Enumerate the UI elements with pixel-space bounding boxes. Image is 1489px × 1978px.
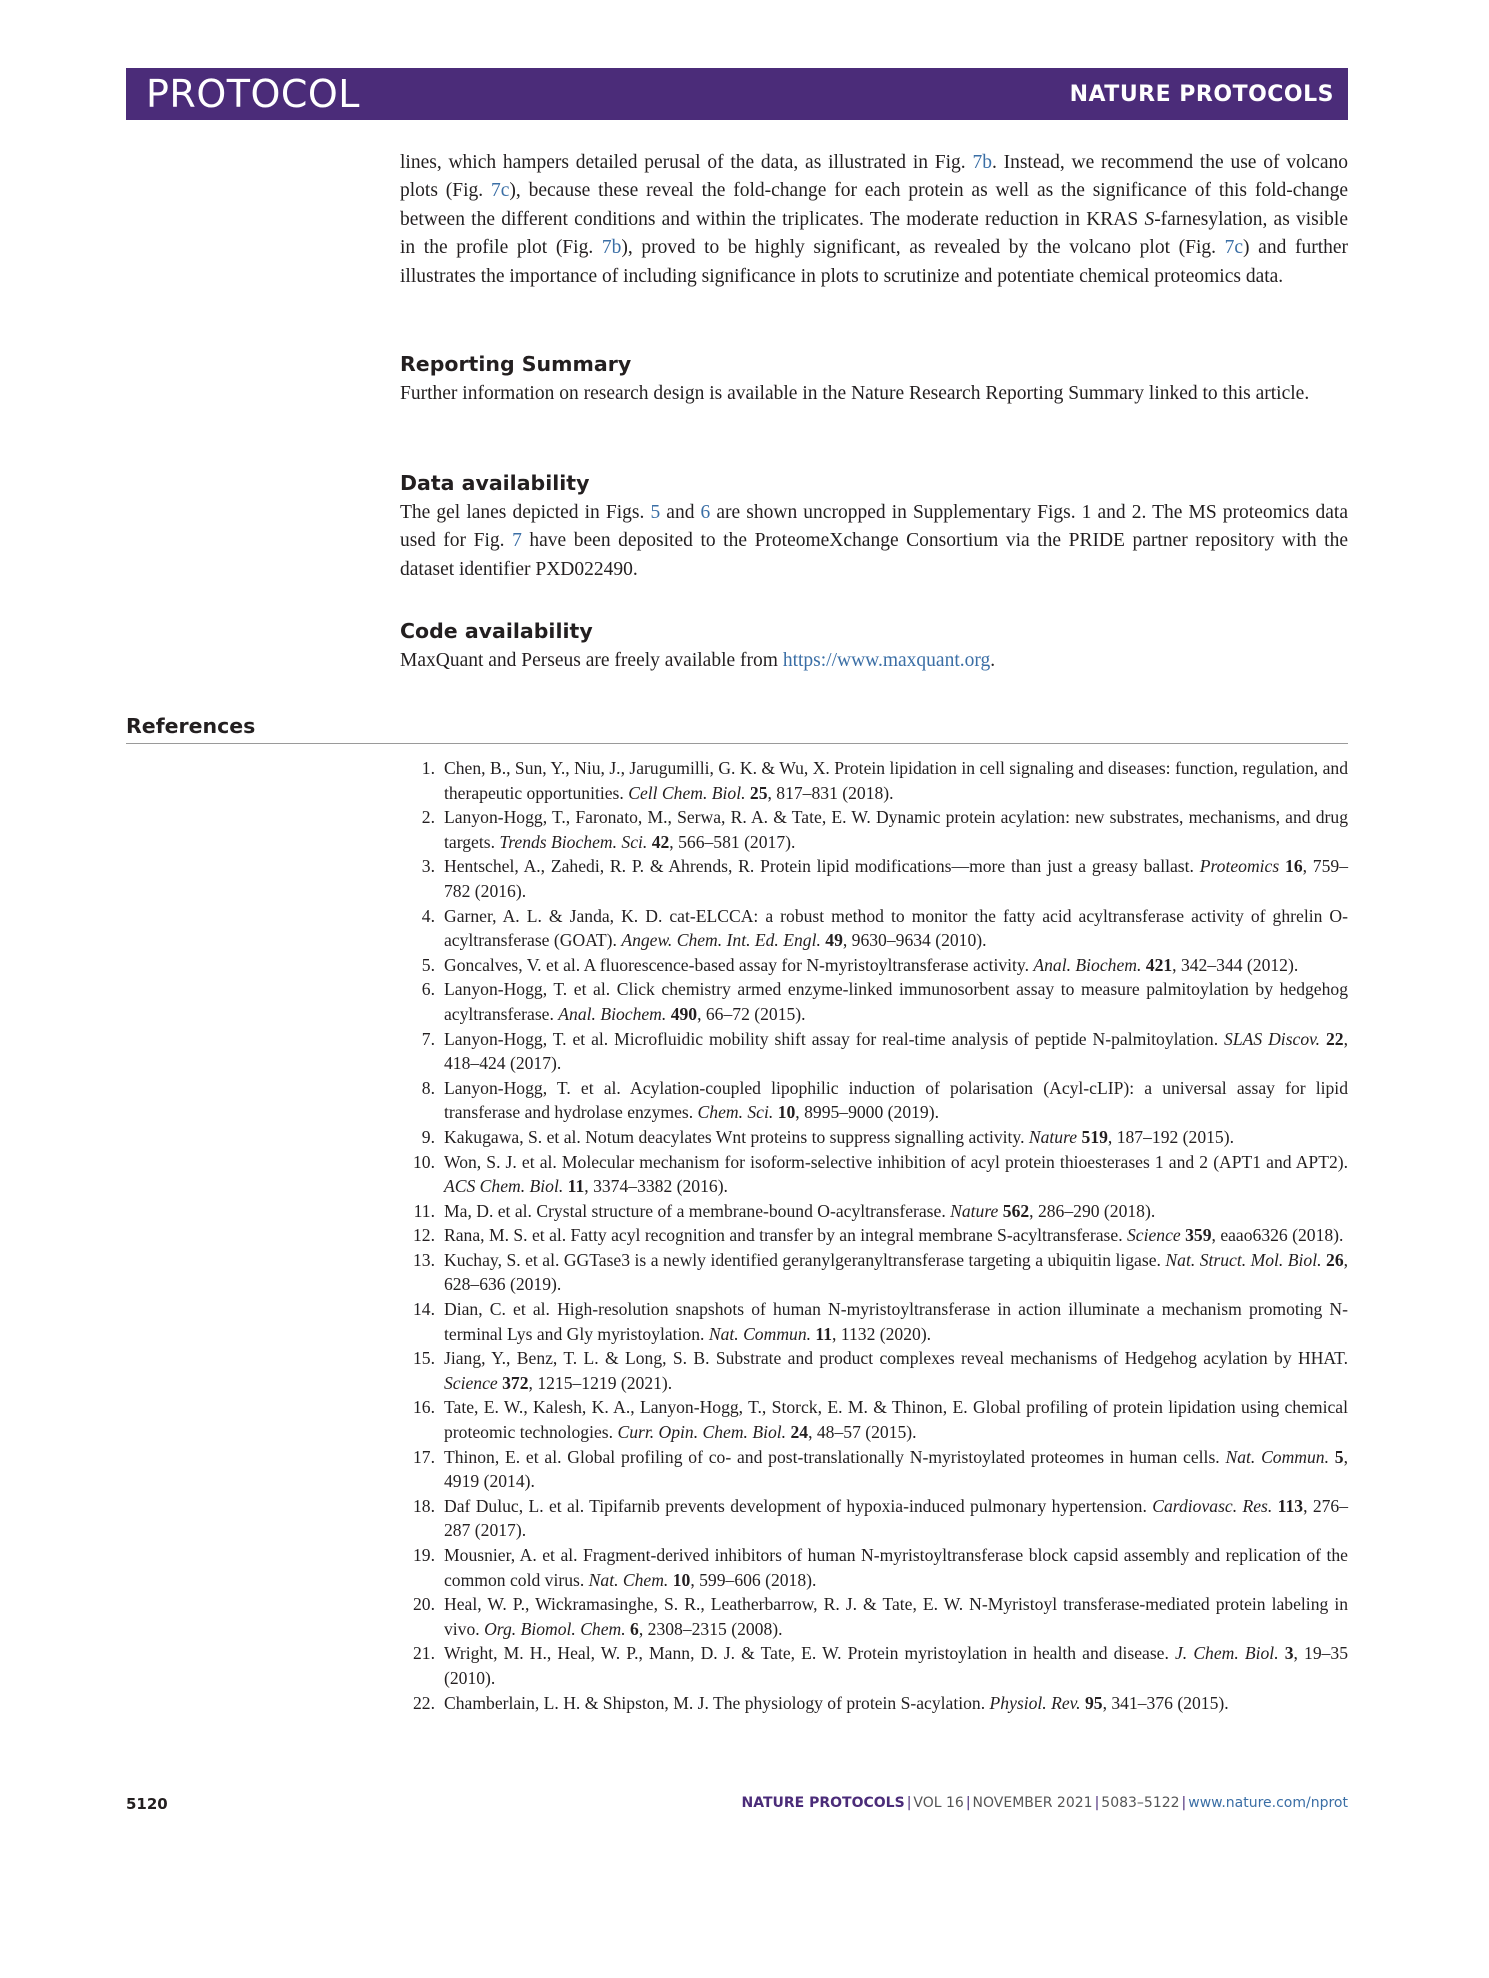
footer-volume: VOL 16 <box>913 1795 964 1811</box>
fig-link[interactable]: 7c <box>491 180 510 202</box>
reference-journal: Curr. Opin. Chem. Biol. <box>617 1422 787 1443</box>
reference-journal: Science <box>1127 1225 1181 1246</box>
reference-body: Lanyon-Hogg, T. et al. Acylation-coupled lipophilic induction of polarisation (Acyl-cLIP): a universal assay for lipid transferase and hydrolase enzymes. <box>444 1077 1348 1123</box>
reference-volume: 16 <box>1285 856 1303 877</box>
reference-item <box>400 1445 1348 1494</box>
reference-item <box>400 854 1348 903</box>
reference-pages-year: , 628–636 (2019). <box>444 1249 1349 1295</box>
reference-journal: SLAS Discov. <box>1224 1028 1321 1049</box>
reference-item <box>400 1076 1348 1125</box>
reference-pages-year: , 341–376 (2015). <box>1102 1692 1229 1713</box>
data-text: and <box>660 502 701 523</box>
reference-body: Ma, D. et al. Crystal structure of a membrane-bound O-acyltransferase. <box>444 1200 951 1221</box>
reference-journal: Nat. Struct. Mol. Biol. <box>1165 1249 1322 1270</box>
reference-journal: Trends Biochem. Sci. <box>499 831 648 852</box>
reference-body: Lanyon-Hogg, T. et al. Microfluidic mobility shift assay for real-time analysis of peptide N-palmitoylation. <box>444 1028 1225 1049</box>
reference-number: 1. <box>421 758 435 778</box>
reference-number: 2. <box>421 807 435 828</box>
maxquant-link[interactable]: https://www.maxquant.org <box>782 650 991 671</box>
reference-body: Won, S. J. et al. Molecular mechanism for isoform-selective inhibition of acyl protein thioesterases 1 and 2 (APT1 and APT2). <box>444 1151 1348 1172</box>
reference-journal: J. Chem. Biol. <box>1175 1643 1279 1664</box>
reference-volume: 10 <box>672 1569 691 1590</box>
reference-volume: 113 <box>1277 1495 1304 1516</box>
reference-number: 16. <box>413 1397 435 1418</box>
reference-pages-year: , 342–344 (2012). <box>1172 954 1299 975</box>
reference-text <box>444 1199 1348 1224</box>
reference-number: 3. <box>421 856 435 877</box>
reference-text <box>444 1076 1348 1125</box>
reference-text <box>444 977 1348 1026</box>
intro-text: ) and further illustrates the importance of including significance in plots to scrutinize and potentiate chemical proteomics data. <box>400 237 1349 287</box>
reference-volume: 25 <box>749 782 768 803</box>
reference-text <box>444 1494 1348 1543</box>
reference-journal: Org. Biomol. Chem. <box>484 1618 626 1639</box>
reference-item <box>400 1125 1348 1150</box>
reference-number: 7. <box>421 1028 435 1049</box>
reference-volume: 3 <box>1284 1643 1294 1664</box>
fig-link[interactable]: 5 <box>650 502 661 523</box>
reference-text <box>444 904 1348 953</box>
reference-body: Goncalves, V. et al. A fluorescence-based assay for N-myristoyltransferase activity. <box>444 954 1034 975</box>
reference-journal: Anal. Biochem. <box>1033 954 1142 975</box>
header-bar <box>126 68 1348 120</box>
intro-text: ), proved to be highly significant, as revealed by the volcano plot (Fig. <box>621 237 1225 259</box>
reference-text <box>444 1150 1348 1199</box>
reference-item <box>400 1641 1348 1690</box>
fig-link[interactable]: 7b <box>601 237 622 259</box>
reference-item <box>400 1691 1348 1716</box>
reference-body: Lanyon-Hogg, T., Faronato, M., Serwa, R. A. & Tate, E. W. Dynamic protein acylation: new substrates, mechanisms, and drug targets. <box>444 807 1348 852</box>
reference-item <box>400 977 1348 1026</box>
reference-number: 13. <box>413 1249 435 1270</box>
intro-paragraph <box>400 149 1348 291</box>
reference-volume: 5 <box>1334 1446 1344 1467</box>
reference-number: 14. <box>413 1299 435 1320</box>
reference-volume: 359 <box>1185 1225 1212 1246</box>
reference-text <box>444 1445 1348 1494</box>
reference-volume: 11 <box>567 1176 585 1197</box>
reference-text <box>444 1691 1348 1716</box>
reference-body: Rana, M. S. et al. Fatty acyl recognition and transfer by an integral membrane S-acyltransferase. <box>444 1225 1127 1246</box>
reference-body: Mousnier, A. et al. Fragment-derived inhibitors of human N-myristoyltransferase block capsid assembly and replication of the common cold virus. <box>444 1545 1348 1590</box>
reference-number: 8. <box>421 1077 435 1098</box>
reference-body: Lanyon-Hogg, T. et al. Click chemistry armed enzyme-linked immunosorbent assay to measure palmitoylation by hedgehog acyltransferase. <box>444 979 1348 1024</box>
footer-citation: NATURE PROTOCOLS | VOL 16 | NOVEMBER 2021 | 5083–5122 | www.nature.com/nprot <box>741 1795 1348 1811</box>
references-heading: References <box>126 714 256 738</box>
reference-text <box>444 1543 1348 1592</box>
reference-body: Dian, C. et al. High-resolution snapshots of human N-myristoyltransferase in action illuminate a mechanism promoting N-terminal Lys and Gly myristoylation. <box>444 1299 1348 1344</box>
references-divider <box>126 743 1348 744</box>
reference-item <box>400 1494 1348 1543</box>
reference-pages-year: , 286–290 (2018). <box>1029 1200 1156 1221</box>
reference-volume: 490 <box>670 1003 698 1024</box>
reference-number: 6. <box>421 979 435 1000</box>
reference-number: 11. <box>413 1200 435 1221</box>
reference-body: Tate, E. W., Kalesh, K. A., Lanyon-Hogg, T., Storck, E. M. & Thinon, E. Global profiling of protein lipidation using chemical proteomic technologies. <box>444 1397 1348 1443</box>
reference-text <box>444 1346 1348 1395</box>
reference-body: Wright, M. H., Heal, W. P., Mann, D. J. & Tate, E. W. Protein myristoylation in health and disease. <box>444 1643 1175 1664</box>
reference-pages-year: , 599–606 (2018). <box>690 1569 817 1590</box>
data-text: are shown uncropped in Supplementary Figs. 1 and 2. The MS proteomics data used for Fig. <box>400 502 1349 552</box>
reference-item <box>400 1543 1348 1592</box>
reporting-text: Further information on research design is available in the Nature Research Reporting Summary linked to this article. <box>400 383 1310 404</box>
reference-text <box>444 1297 1348 1346</box>
reference-journal: Cell Chem. Biol. <box>628 782 746 803</box>
reference-item <box>400 1223 1348 1248</box>
reference-volume: 95 <box>1084 1692 1103 1713</box>
code-text: MaxQuant and Perseus are freely available from <box>400 650 783 671</box>
reference-pages-year: , 1132 (2020). <box>832 1323 932 1344</box>
reference-journal: Chem. Sci. <box>697 1102 774 1123</box>
reference-item <box>400 1248 1348 1297</box>
reference-journal: ACS Chem. Biol. <box>444 1176 564 1197</box>
reference-pages-year: , 3374–3382 (2016). <box>584 1176 728 1197</box>
reference-number: 5. <box>421 954 435 975</box>
fig-link[interactable]: 7b <box>972 152 992 173</box>
reference-pages-year: , 1215–1219 (2021). <box>528 1372 673 1393</box>
reference-item <box>400 1395 1348 1444</box>
reference-item <box>400 1150 1348 1199</box>
reference-number: 19. <box>413 1545 435 1565</box>
code-availability-text <box>400 647 1348 675</box>
reference-pages-year: , 759–782 (2016). <box>444 856 1348 901</box>
reference-text <box>444 1248 1348 1297</box>
reference-journal: Science <box>444 1372 498 1393</box>
reference-pages-year: , 276–287 (2017). <box>444 1495 1349 1541</box>
reference-pages-year: , 19–35 (2010). <box>444 1643 1349 1688</box>
section-label: PROTOCOL <box>146 72 360 116</box>
reference-volume: 22 <box>1326 1028 1344 1049</box>
reporting-heading: Reporting Summary <box>400 352 632 376</box>
reference-number: 10. <box>413 1151 435 1172</box>
reference-item <box>400 1346 1348 1395</box>
reference-body: Chamberlain, L. H. & Shipston, M. J. The physiology of protein S-acylation. <box>444 1692 990 1713</box>
reference-pages-year: , 66–72 (2015). <box>697 1003 806 1024</box>
reference-text <box>444 1027 1348 1076</box>
reference-journal: Physiol. Rev. <box>989 1692 1081 1713</box>
reference-text <box>444 756 1348 805</box>
reference-volume: 49 <box>825 930 843 951</box>
reference-volume: 562 <box>1002 1200 1030 1221</box>
reference-item <box>400 1199 1348 1224</box>
reference-journal: Nat. Commun. <box>708 1323 812 1344</box>
reference-pages-year: , 4919 (2014). <box>444 1446 1348 1492</box>
reference-number: 12. <box>413 1225 435 1246</box>
footer-journal: NATURE PROTOCOLS <box>741 1795 905 1811</box>
data-availability-text <box>400 499 1348 584</box>
code-availability-heading: Code availability <box>400 619 593 643</box>
reference-body: Chen, B., Sun, Y., Niu, J., Jarugumilli, G. K. & Wu, X. Protein lipidation in cell signaling and diseases: function, regulation, and therapeutic opportunities. <box>444 758 1348 803</box>
reference-text <box>444 1641 1348 1690</box>
reference-text <box>444 1395 1348 1444</box>
reference-volume: 26 <box>1326 1249 1344 1270</box>
reference-text <box>444 1223 1348 1248</box>
code-text: . <box>990 650 996 671</box>
intro-italic: S <box>1144 208 1155 230</box>
reference-pages-year: , eaao6326 (2018). <box>1211 1225 1344 1246</box>
reference-pages-year: , 9630–9634 (2010). <box>842 930 987 951</box>
reference-item <box>400 953 1348 978</box>
reference-item <box>400 1592 1348 1641</box>
reference-pages-year: , 418–424 (2017). <box>444 1028 1348 1074</box>
reference-pages-year: , 566–581 (2017). <box>669 831 796 852</box>
reference-journal: Nature <box>950 1200 999 1221</box>
reference-number: 9. <box>421 1126 435 1147</box>
reference-body: Heal, W. P., Wickramasinghe, S. R., Leatherbarrow, R. J. & Tate, E. W. N-Myristoyl transferase-mediated protein labeling in vivo. <box>444 1594 1348 1639</box>
fig-link[interactable]: 7 <box>512 530 522 552</box>
reference-body: Kuchay, S. et al. GGTase3 is a newly identified geranylgeranyltransferase targeting a ubiquitin ligase. <box>444 1249 1166 1270</box>
reference-item <box>400 805 1348 854</box>
footer-url-link[interactable]: www.nature.com/nprot <box>1188 1795 1348 1811</box>
reference-text <box>444 854 1348 903</box>
reference-number: 18. <box>413 1495 435 1516</box>
reference-pages-year: , 48–57 (2015). <box>808 1422 917 1443</box>
reference-volume: 421 <box>1145 954 1173 975</box>
reference-pages-year: , 817–831 (2018). <box>767 782 894 803</box>
reference-list <box>400 756 1348 1715</box>
reference-volume: 6 <box>630 1618 639 1639</box>
footer-date: NOVEMBER 2021 <box>972 1795 1093 1811</box>
reference-item <box>400 756 1348 805</box>
reference-body: Kakugawa, S. et al. Notum deacylates Wnt proteins to suppress signalling activity. <box>444 1126 1029 1147</box>
intro-text: -farnesylation, as visible in the profile plot (Fig. <box>400 208 1349 259</box>
reference-pages-year: , 8995–9000 (2019). <box>795 1102 939 1123</box>
reference-volume: 24 <box>790 1422 809 1443</box>
data-text: have been deposited to the ProteomeXchange Consortium via the PRIDE partner repository with the dataset identifier PXD022490. <box>400 530 1348 580</box>
reference-item <box>400 1027 1348 1076</box>
data-availability-heading: Data availability <box>400 471 590 495</box>
reference-text <box>444 953 1348 978</box>
reference-text <box>444 1125 1348 1150</box>
reference-body: Thinon, E. et al. Global profiling of co- and post-translationally N-myristoylated proteomes in human cells. <box>444 1446 1226 1467</box>
intro-text: ), because these reveal the fold-change for each protein as well as the significance of this fold-change between the different conditions and within the triplicates. The moderate reduction in KRAS <box>400 180 1348 230</box>
reference-journal: Nat. Commun. <box>1225 1446 1330 1467</box>
reference-body: Daf Duluc, L. et al. Tipifarnib prevents development of hypoxia-induced pulmonary hypertension. <box>444 1495 1153 1516</box>
reference-journal: Nat. Chem. <box>588 1569 669 1590</box>
reference-journal: Angew. Chem. Int. Ed. Engl. <box>621 930 821 951</box>
data-text: The gel lanes depicted in Figs. <box>400 502 651 523</box>
reference-volume: 11 <box>815 1323 833 1344</box>
reference-journal: Cardiovasc. Res. <box>1152 1495 1273 1516</box>
reference-volume: 372 <box>502 1372 529 1393</box>
reference-number: 20. <box>413 1594 435 1615</box>
reference-text <box>444 1592 1348 1641</box>
reference-body: Garner, A. L. & Janda, K. D. cat-ELCCA: a robust method to monitor the fatty acid acyltransferase activity of ghrelin O-acyltransferase (GOAT). <box>444 905 1348 951</box>
reference-body: Hentschel, A., Zahedi, R. P. & Ahrends, R. Protein lipid modifications—more than just a greasy ballast. <box>444 856 1200 877</box>
reference-pages-year: , 2308–2315 (2008). <box>638 1618 783 1639</box>
reference-text <box>444 805 1348 854</box>
reference-number: 15. <box>413 1348 435 1369</box>
page-number: 5120 <box>126 1795 168 1813</box>
reference-pages-year: , 187–192 (2015). <box>1107 1126 1234 1147</box>
reference-journal: Proteomics <box>1199 856 1280 877</box>
reference-volume: 42 <box>651 831 670 852</box>
fig-link[interactable]: 6 <box>700 502 711 523</box>
journal-name: NATURE PROTOCOLS <box>1069 81 1334 107</box>
reference-item <box>400 1297 1348 1346</box>
footer-pages: 5083–5122 <box>1101 1795 1180 1811</box>
reference-number: 17. <box>413 1446 435 1467</box>
intro-text: . Instead, we recommend the use of volcano plots (Fig. <box>400 152 1348 202</box>
reference-journal: Anal. Biochem. <box>558 1003 667 1024</box>
reference-number: 21. <box>413 1643 435 1664</box>
reference-number: 22. <box>413 1692 435 1713</box>
intro-text: lines, which hampers detailed perusal of the data, as illustrated in Fig. <box>400 152 973 173</box>
fig-link[interactable]: 7c <box>1224 237 1244 259</box>
reference-item <box>400 904 1348 953</box>
reference-body: Jiang, Y., Benz, T. L. & Long, S. B. Substrate and product complexes reveal mechanisms of Hedgehog acylation by HHAT. <box>444 1348 1348 1369</box>
reference-journal: Nature <box>1028 1126 1078 1147</box>
reference-volume: 10 <box>777 1102 796 1123</box>
reference-number: 4. <box>421 905 435 926</box>
reference-volume: 519 <box>1081 1126 1108 1147</box>
